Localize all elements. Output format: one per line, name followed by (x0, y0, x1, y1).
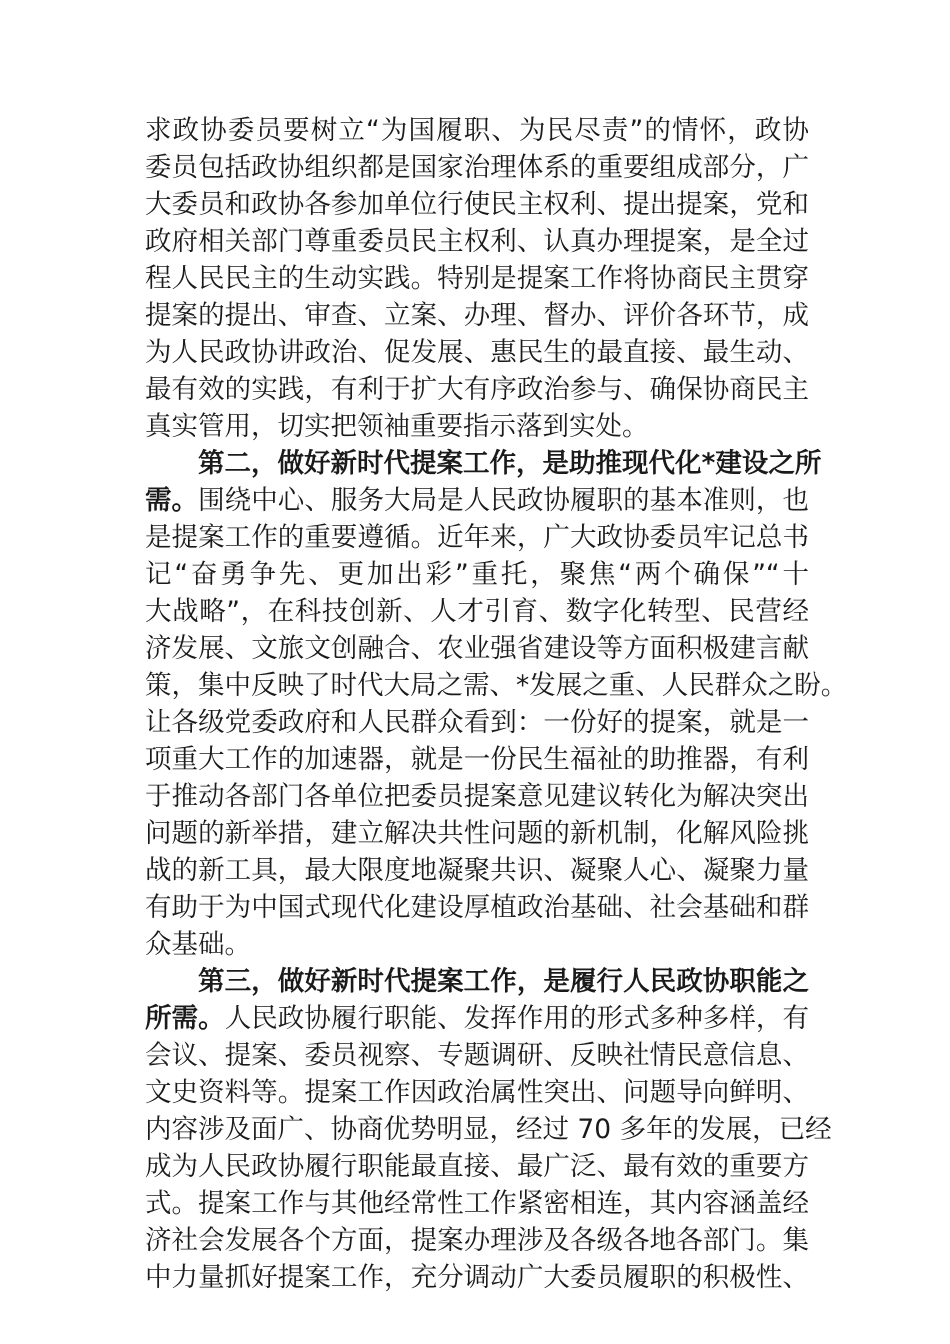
text-line: 程人民民主的生动实践。特别是提案工作将协商民主贯穿 (145, 263, 809, 294)
text-line: 让各级党委政府和人民群众看到：一份好的提案，就是一 (145, 707, 809, 738)
paragraph (145, 445, 848, 963)
text-line: 成为人民政协履行职能最直接、最广泛、最有效的重要方 (145, 1151, 809, 1182)
text-line: 战的新工具，最大限度地凝聚共识、凝聚人心、凝聚力量 (145, 855, 809, 886)
text-line (145, 482, 809, 519)
text-line: 记“奋勇争先、更加出彩”重托，聚焦“两个确保”“十 (145, 559, 809, 590)
text-line (145, 1000, 809, 1037)
text-line: 最有效的实践，有利于扩大有序政治参与、确保协商民主 (145, 374, 809, 405)
text-line: 求政协委员要树立“为国履职、为民尽责”的情怀，政协 (145, 115, 809, 146)
text-line: 为人民政协讲政治、促发展、惠民生的最直接、最生动、 (145, 337, 809, 368)
text-line: 济发展、文旅文创融合、农业强省建设等方面积极建言献 (145, 633, 809, 664)
paragraph (145, 112, 809, 445)
paragraph-heading: 第三，做好新时代提案工作，是履行人民政协职能之 (198, 966, 809, 997)
text-line: 济社会发展各个方面，提案办理涉及各级各地各部门。集 (145, 1225, 809, 1256)
text-line: 提案的提出、审查、立案、办理、督办、评价各环节，成 (145, 300, 809, 331)
text-line: 会议、提案、委员视察、专题调研、反映社情民意信息、 (145, 1040, 809, 1071)
text-line: 有助于为中国式现代化建设厚植政治基础、社会基础和群 (145, 892, 809, 923)
text-line: 于推动各部门各单位把委员提案意见建议转化为解决突出 (145, 781, 809, 812)
document-body (145, 112, 848, 1296)
paragraph-heading: 第二，做好新时代提案工作，是助推现代化*建设之所 (198, 448, 822, 479)
text-line: 策，集中反映了时代大局之需、*发展之重、人民群众之盼。 (145, 670, 848, 701)
text-line: 委员包括政协组织都是国家治理体系的重要组成部分，广 (145, 152, 809, 183)
text-line: 内容涉及面广、协商优势明显，经过 70 多年的发展，已经 (145, 1114, 832, 1145)
text-line: 文史资料等。提案工作因政治属性突出、问题导向鲜明、 (145, 1077, 809, 1108)
paragraph-heading-end: 需。 (145, 485, 199, 516)
text-line: 是提案工作的重要遵循。近年来，广大政协委员牢记总书 (145, 522, 809, 553)
text-line: 真实管用，切实把领袖重要指示落到实处。 (145, 411, 649, 442)
paragraph (145, 963, 832, 1296)
text-line: 式。提案工作与其他经常性工作紧密相连，其内容涵盖经 (145, 1188, 809, 1219)
text-line-rest: 围绕中心、服务大局是人民政协履职的基本准则，也 (198, 485, 809, 516)
text-line: 政府相关部门尊重委员民主权利、认真办理提案，是全过 (145, 226, 809, 257)
text-line: 中力量抓好提案工作，充分调动广大委员履职的积极性、 (145, 1262, 809, 1293)
paragraph-heading-end: 所需。 (145, 1003, 225, 1034)
text-line: 众基础。 (145, 929, 251, 960)
text-line-rest: 人民政协履行职能、发挥作用的形式多种多样，有 (224, 1003, 809, 1034)
text-line: 大战略”，在科技创新、人才引育、数字化转型、民营经 (145, 596, 809, 627)
text-line: 大委员和政协各参加单位行使民主权利、提出提案，党和 (145, 189, 809, 220)
text-line: 问题的新举措，建立解决共性问题的新机制，化解风险挑 (145, 818, 809, 849)
text-line: 项重大工作的加速器，就是一份民生福祉的助推器，有利 (145, 744, 809, 775)
